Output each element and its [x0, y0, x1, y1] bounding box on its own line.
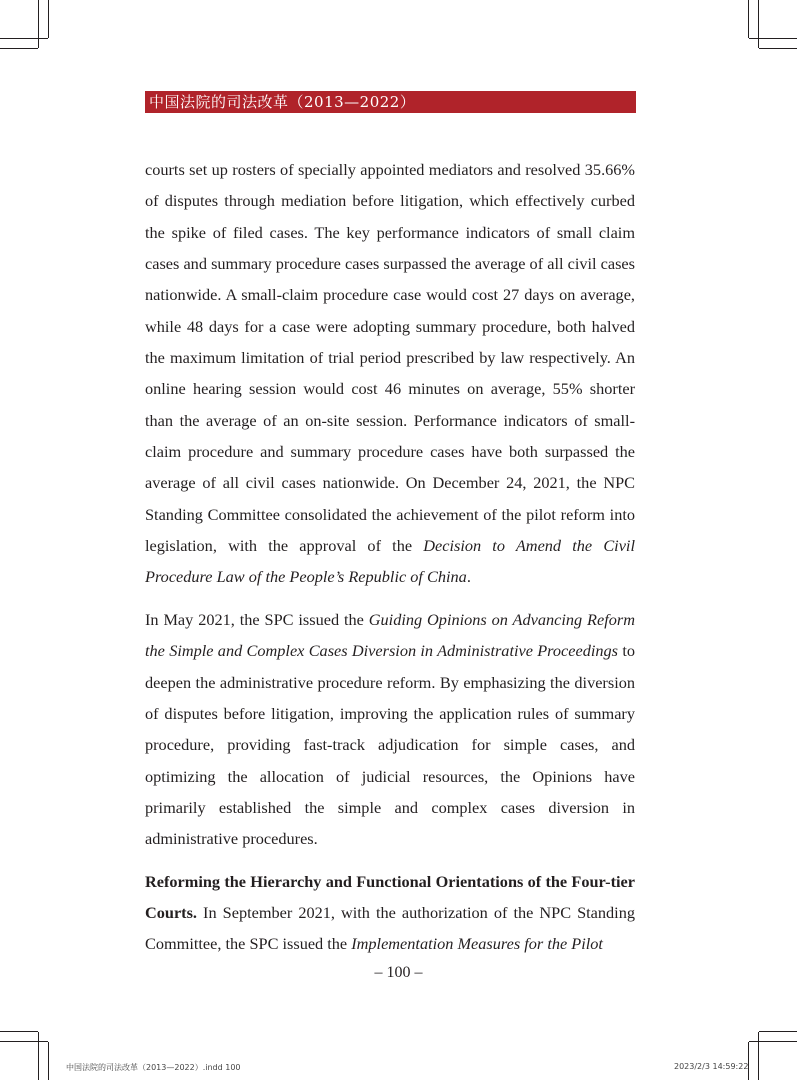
- crop-mark-top-right-inner-v: [748, 0, 749, 38]
- italic-title-run: Implementation Measures for the Pilot: [351, 934, 603, 954]
- crop-mark-bottom-left-inner-v: [48, 1042, 49, 1080]
- crop-mark-top-left-inner-v: [48, 0, 49, 38]
- crop-mark-top-right-vertical: [758, 0, 759, 48]
- text-run: In May 2021, the SPC issued the: [145, 609, 369, 629]
- running-header-title: 中国法院的司法改革（2013—2022）: [149, 93, 416, 111]
- text-run: .: [466, 567, 471, 587]
- bold-heading-run: Reforming the Hierarchy and Functional Orientations of the Four-tier Courts.: [145, 871, 635, 922]
- crop-mark-top-left-inner: [0, 48, 38, 49]
- crop-mark-top-left-horizontal: [0, 38, 48, 39]
- crop-mark-top-left-vertical: [38, 0, 39, 48]
- crop-mark-bottom-left-horizontal: [0, 1041, 48, 1042]
- crop-mark-bottom-left-inner: [0, 1031, 38, 1032]
- paragraph: [145, 604, 635, 855]
- crop-mark-bottom-right-inner-v: [748, 1042, 749, 1080]
- slug-file-label: 中国法院的司法改革（2013—2022）.indd 100: [66, 1063, 241, 1072]
- text-run: courts set up rosters of specially appointed mediators and resolved 35.66% of disputes through mediation before litigation, which effectively curbed the spike of filed cases. The key performance indicators of small claim cases and summary procedure cases surpassed the average of all civil cases nationwide. A small-claim procedure case would cost 27 days on average, while 48 days for a case were adopting summary procedure, both halved the maximum limitation of trial period prescribed by law respectively. An online hearing session would cost 46 minutes on average, 55% shorter than the average of an on-site session. Performance indicators of small-claim procedure and summary procedure cases have both surpassed the average of all civil cases nationwide. On December 24, 2021, the NPC Standing Committee consolidated the achievement of the pilot reform into legislation, with the approval of the: [145, 160, 635, 556]
- crop-mark-bottom-right-inner: [759, 1031, 797, 1032]
- paragraph: [145, 154, 635, 593]
- crop-mark-bottom-right-horizontal: [749, 1041, 797, 1042]
- crop-mark-bottom-left-vertical: [38, 1032, 39, 1080]
- crop-mark-bottom-right-vertical: [758, 1032, 759, 1080]
- running-header-bar: [145, 91, 636, 113]
- slug-timestamp: 2023/2/3 14:59:22: [674, 1062, 749, 1071]
- page-number: – 100 –: [374, 964, 423, 981]
- paragraph: [145, 866, 635, 960]
- text-run: In September 2021, with the authorization of the NPC Standing Committee, the SPC issued the: [145, 902, 635, 954]
- crop-mark-top-right-inner: [759, 48, 797, 49]
- italic-title-run: Decision to Amend the Civil Procedure Law of the People’s Republic of China: [145, 536, 635, 587]
- italic-title-run: Guiding Opinions on Advancing Reform the Simple and Complex Cases Diversion in Administrative Proceedings: [145, 609, 635, 661]
- crop-mark-top-right-horizontal: [749, 38, 797, 39]
- body-text: [145, 154, 635, 971]
- text-run: to deepen the administrative procedure reform. By emphasizing the diversion of disputes before litigation, improving the application rules of summary procedure, providing fast-track adjudication for simple cases, and optimizing the allocation of judicial resources, the Opinions have primarily established the simple and complex cases diversion in administrative procedures.: [145, 641, 635, 849]
